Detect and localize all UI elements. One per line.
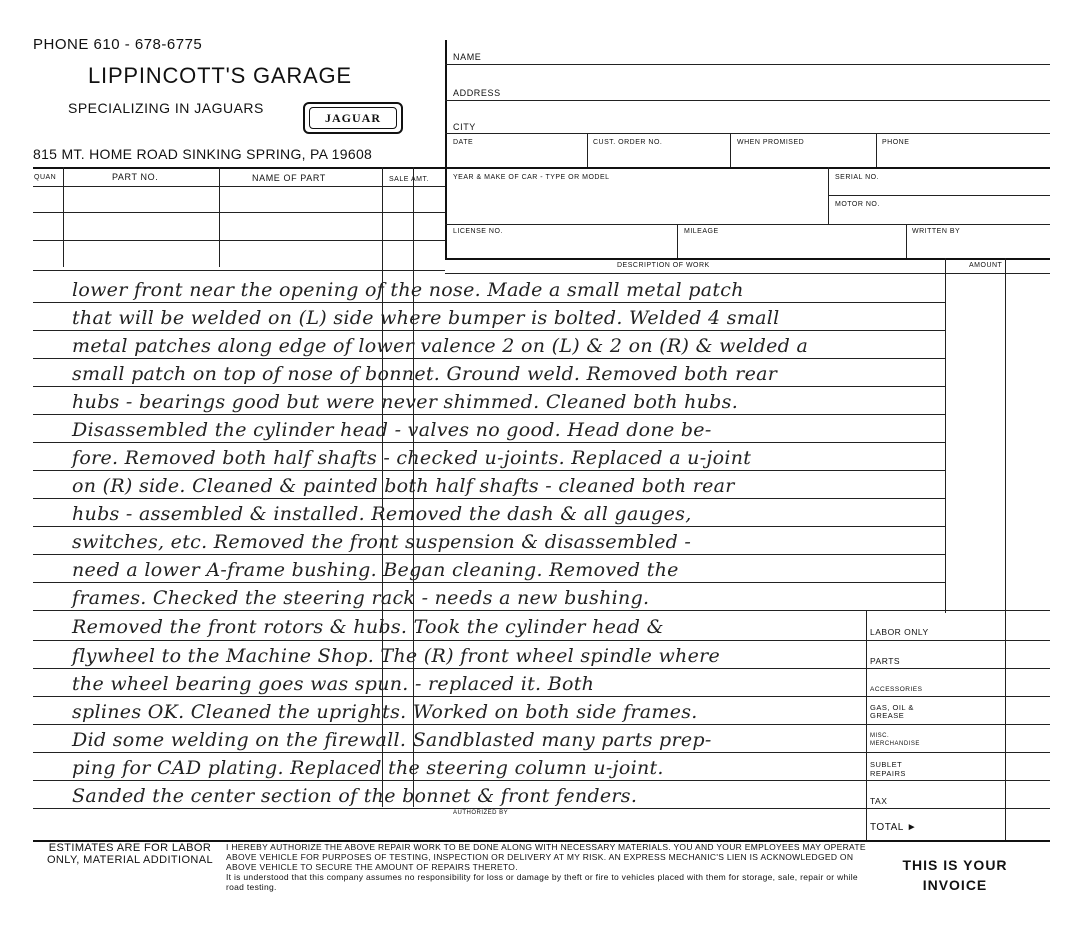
parts-col-line	[63, 167, 64, 267]
rule-line	[33, 752, 1050, 753]
rule-line	[33, 358, 945, 359]
label-authorized-by: AUTHORIZED BY	[453, 810, 509, 816]
authorization-text	[226, 842, 866, 892]
label-when-promised: WHEN PROMISED	[737, 139, 805, 146]
work-line: flywheel to the Machine Shop. The (R) front wheel spindle where	[72, 645, 721, 667]
rule-line	[33, 780, 1050, 781]
specialty-tagline: SPECIALIZING IN JAGUARS	[68, 100, 264, 116]
label-year-make: YEAR & MAKE OF CAR - TYPE OR MODEL	[453, 174, 610, 181]
estimates-note: ESTIMATES ARE FOR LABOR ONLY, MATERIAL ADDITIONAL	[46, 842, 214, 866]
rule-line	[33, 414, 945, 415]
label-mileage: MILEAGE	[684, 228, 719, 235]
rule-line	[33, 526, 945, 527]
address-field-line	[445, 100, 1050, 101]
label-misc-merchandise: MISC. MERCHANDISE	[870, 733, 920, 747]
rule-line	[33, 696, 1050, 697]
work-line: fore. Removed both half shafts - checked u-joints. Replaced a u-joint	[72, 447, 752, 469]
parts-col-line	[219, 167, 220, 267]
vehicle-line	[445, 224, 1050, 225]
work-line: hubs - assembled & installed. Removed the dash & all gauges,	[72, 503, 692, 525]
phone-number: PHONE 610 - 678-6775	[33, 36, 203, 53]
vehicle-section-top	[445, 167, 1050, 169]
label-motor-no: MOTOR NO.	[835, 201, 880, 208]
label-cust-order-no: CUST. ORDER NO.	[593, 139, 663, 146]
invoice-line-2: INVOICE	[922, 877, 988, 893]
work-line: small patch on top of nose of bonnet. Ground weld. Removed both rear	[72, 363, 778, 385]
work-line: Disassembled the cylinder head - valves no good. Head done be-	[72, 419, 712, 441]
work-line: frames. Checked the steering rack - needs a new bushing.	[72, 587, 650, 609]
rule-line	[33, 442, 945, 443]
description-header-line	[445, 273, 1050, 274]
parts-row-line	[33, 212, 445, 213]
label-accessories: ACCESSORIES	[870, 686, 923, 693]
jaguar-logo	[303, 102, 403, 134]
totals-label-col-line	[866, 610, 867, 840]
business-name: LIPPINCOTT'S GARAGE	[88, 63, 352, 88]
label-name: NAME	[453, 52, 482, 62]
label-license-no: LICENSE NO.	[453, 228, 503, 235]
parts-table-top	[33, 167, 445, 169]
rule-line	[33, 724, 1050, 725]
rule-line	[33, 498, 945, 499]
label-parts: PARTS	[870, 656, 901, 666]
amount-col-line	[945, 258, 946, 613]
work-line: metal patches along edge of lower valence 2 on (L) & 2 on (R) & welded a	[72, 335, 809, 357]
work-line: Did some welding on the firewall. Sandblasted many parts prep-	[72, 729, 712, 751]
work-line: on (R) side. Cleaned & painted both half shafts - cleaned both rear	[72, 475, 735, 497]
col-sale-amt: SALE AMT.	[389, 176, 429, 183]
label-phone: PHONE	[882, 139, 910, 146]
parts-row-line	[33, 240, 445, 241]
rule-line	[33, 302, 945, 303]
field-divider	[876, 133, 877, 167]
rule-line	[33, 640, 1050, 641]
invoice-line-1: THIS IS YOUR	[902, 857, 1008, 873]
amount-col-line	[1005, 258, 1006, 841]
rule-line	[33, 668, 1050, 669]
work-line: need a lower A-frame bushing. Began cleaning. Removed the	[72, 559, 679, 581]
work-line: lower front near the opening of the nose. Made a small metal patch	[72, 279, 744, 301]
business-address: 815 MT. HOME ROAD SINKING SPRING, PA 19608	[33, 146, 373, 162]
jaguar-logo-text: JAGUAR	[309, 107, 397, 129]
description-section-top	[445, 258, 1050, 260]
work-line: the wheel bearing goes was spun. - replaced it. Both	[72, 673, 595, 695]
label-gas-oil-grease: GAS, OIL & GREASE	[870, 703, 914, 720]
field-divider	[587, 133, 588, 167]
col-part-no: PART NO.	[112, 172, 159, 182]
col-name-of-part: NAME OF PART	[252, 173, 326, 183]
label-total: TOTAL ►	[870, 822, 918, 833]
authorization-clause: I HEREBY AUTHORIZE THE ABOVE REPAIR WORK TO BE DONE ALONG WITH NECESSARY MATERIALS. YOU AND YOUR EMPLOYEES MAY OPERATE ABOVE VEHICLE FOR PURPOSES OF TESTING, INSPECTION OR DELIVERY AT MY RISK. AN EXPRESS MECHANIC'S LIEN IS ACKNOWLEDGED ON ABOVE VEHICLE TO SECURE THE AMOUNT OF REPAIRS THERETO.	[226, 842, 866, 872]
rule-line	[33, 808, 1050, 809]
col-quan: QUAN	[34, 174, 57, 181]
label-labor-only: LABOR ONLY	[870, 627, 929, 637]
label-city: CITY	[453, 122, 476, 132]
liability-clause: It is understood that this company assumes no responsibility for loss or damage by theft or fire to vehicles placed with them for storage, sale, repair or while road testing.	[226, 872, 858, 892]
parts-header-line	[33, 186, 445, 187]
field-divider	[730, 133, 731, 167]
work-line: Removed the front rotors & hubs. Took the cylinder head &	[72, 616, 664, 638]
label-written-by: WRITTEN BY	[912, 228, 961, 235]
rule-line	[33, 330, 945, 331]
work-line: splines OK. Cleaned the uprights. Worked on both side frames.	[72, 701, 698, 723]
rule-line	[33, 610, 1050, 611]
label-sublet-repairs: SUBLET REPAIRS	[870, 760, 906, 778]
label-tax: TAX	[870, 796, 888, 806]
description-of-work-header: DESCRIPTION OF WORK	[617, 262, 710, 269]
name-field-line	[445, 64, 1050, 65]
serial-line	[828, 195, 1050, 196]
work-line: switches, etc. Removed the front suspension & disassembled -	[72, 531, 692, 553]
field-divider	[677, 224, 678, 258]
rule-line	[33, 582, 945, 583]
label-address: ADDRESS	[453, 88, 501, 98]
rule-line	[33, 270, 445, 271]
label-date: DATE	[453, 139, 474, 146]
header-divider	[445, 40, 447, 260]
amount-header: AMOUNT	[969, 262, 1003, 269]
rule-line	[33, 470, 945, 471]
field-divider	[906, 224, 907, 258]
label-serial-no: SERIAL NO.	[835, 174, 880, 181]
invoice-notice	[880, 855, 1030, 895]
work-line: Sanded the center section of the bonnet & front fenders.	[72, 785, 638, 807]
rule-line	[33, 554, 945, 555]
work-line: that will be welded on (L) side where bumper is bolted. Welded 4 small	[72, 307, 780, 329]
work-line: ping for CAD plating. Replaced the steering column u-joint.	[72, 757, 664, 779]
work-line: hubs - bearings good but were never shimmed. Cleaned both hubs.	[72, 391, 739, 413]
city-field-line	[445, 133, 1050, 134]
rule-line	[33, 386, 945, 387]
